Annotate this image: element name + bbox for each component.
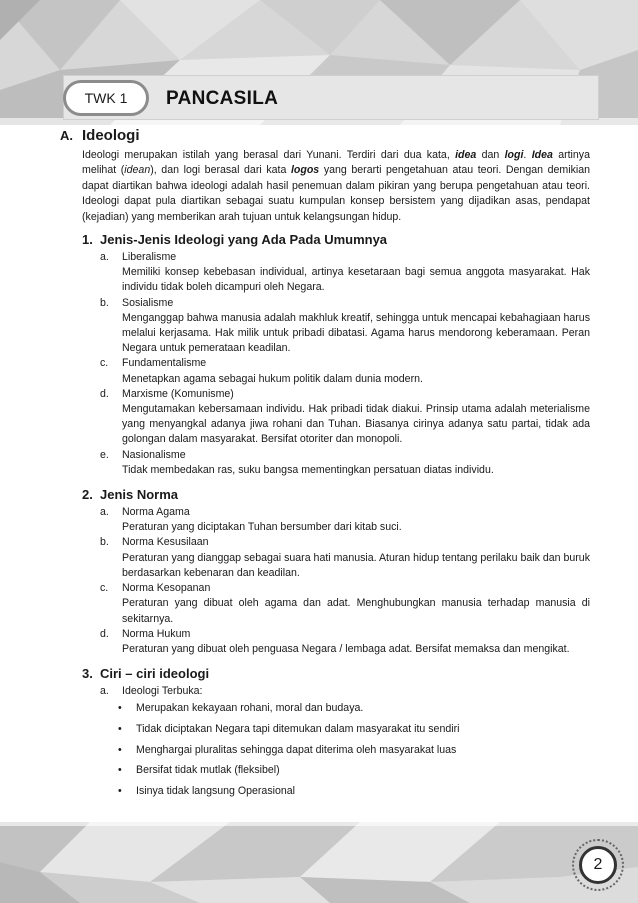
item-name: Fundamentalisme — [122, 357, 207, 370]
list-item — [100, 387, 590, 448]
item-name: Ideologi Terbuka: — [122, 685, 203, 698]
subsection-number: 2. — [82, 487, 93, 503]
list-marker: d. — [100, 387, 109, 400]
geometric-footer-background — [0, 822, 638, 903]
item-description: Tidak membedakan ras, suku bangsa mementingkan persatuan diatas individu. — [122, 463, 494, 476]
subsection-title: Jenis Norma — [100, 487, 179, 503]
item-description: Peraturan yang dibuat oleh agama dan adat. Menghubungkan manusia terhadap manusia di sekitarnya. — [122, 597, 590, 625]
intro-text: Ideologi merupakan istilah yang berasal dari Yunani. Terdiri dari dua kata, — [82, 149, 456, 161]
intro-text: dan — [476, 149, 505, 161]
bullet-list — [118, 701, 590, 797]
item-name: Nasionalisme — [122, 448, 186, 461]
intro-text: ), dan logi berasal dari kata — [150, 164, 291, 177]
bullet-icon: • — [118, 702, 122, 715]
subsection-number: 3. — [82, 666, 93, 682]
item-name: Liberalisme — [122, 251, 177, 264]
list-marker: c. — [100, 357, 109, 370]
item-description: Mengutamakan kebersamaan individu. Hak pribadi tidak diakui. Prinsip utama adalah meterialisme yang menyangkal adanya jiwa rohani dan Tuhan. Biasanya cirinya adanya satu partai, tidak ada golongan dalam masyarakat. Bersifat otoriter dan monopoli. — [122, 403, 590, 446]
term-logos: logos — [290, 164, 320, 177]
list-marker: a. — [100, 251, 109, 264]
ideology-list — [100, 250, 590, 478]
subsection-heading — [82, 666, 590, 681]
list-item — [100, 535, 590, 581]
list-marker: d. — [100, 627, 109, 640]
page-number: 2 — [579, 846, 617, 884]
list-item — [100, 356, 590, 386]
section-title: Ideologi — [82, 127, 140, 144]
item-description: Peraturan yang dibuat oleh penguasa Negara / lembaga adat. Bersifat memaksa dan mengikat. — [122, 642, 570, 655]
item-name: Norma Kesopanan — [122, 582, 211, 595]
bullet-text: Isinya tidak langsung Operasional — [136, 784, 296, 797]
subsection-title: Ciri – ciri ideologi — [100, 666, 210, 682]
main-content — [60, 127, 590, 804]
norma-list — [100, 505, 590, 657]
bullet-item — [118, 701, 590, 715]
bullet-text: Tidak diciptakan Negara tapi ditemukan dalam masyarakat itu sendiri — [136, 722, 460, 735]
intro-paragraph — [82, 148, 590, 225]
item-description: Peraturan yang dianggap sebagai suara hati manusia. Aturan hidup tentang perilaku baik dan buruk berdasarkan kebenaran dan keadilan. — [122, 551, 590, 579]
bullet-icon: • — [118, 784, 122, 797]
list-marker: a. — [100, 506, 109, 519]
list-marker: b. — [100, 536, 109, 549]
item-name: Marxisme (Komunisme) — [122, 387, 234, 400]
bullet-item — [118, 743, 590, 757]
list-item — [100, 448, 590, 478]
item-name: Norma Agama — [122, 506, 190, 519]
item-description: Peraturan yang diciptakan Tuhan bersumber dari kitab suci. — [122, 521, 402, 534]
bullet-icon: • — [118, 743, 122, 756]
item-description: Menganggap bahwa manusia adalah makhluk kreatif, sehingga untuk mencapai kebahagiaan harus melalui kerjasama. Hak milik untuk pribadi dibatasi. Agama harus mendorong keberamaan. Peran Negara untuk pemerataan keadilan. — [122, 311, 590, 355]
intro-text: yang berarti pengetahuan atau teori. Dengan demikian dapat diartikan bahwa ideologi adalah hasil penemuan dalam pikiran yang berupa pengetahuan atau teori. Ideologi dapat pula diartikan sebagai suatu kumpulan konsep bersistem yang dijadikan asas, pendapat (kejadian) yang memberikan arah tujuan untuk kelangsungan hidup. — [82, 164, 591, 223]
list-item — [100, 684, 590, 699]
bullet-item — [118, 763, 590, 777]
ciri-list — [100, 684, 590, 798]
section-a-heading — [60, 127, 590, 144]
item-name: Norma Kesusilaan — [122, 536, 209, 549]
list-item — [100, 627, 590, 657]
bullet-item — [118, 784, 590, 798]
list-item — [100, 581, 590, 627]
list-marker: a. — [100, 685, 109, 698]
term-logi: logi — [504, 149, 524, 161]
subsection-title: Jenis-Jenis Ideologi yang Ada Pada Umumnya — [100, 232, 388, 248]
item-name: Norma Hukum — [122, 627, 191, 640]
subsection-heading — [82, 232, 590, 247]
bullet-item — [118, 722, 590, 736]
page-title: PANCASILA — [166, 88, 279, 109]
bullet-text: Bersifat tidak mutlak (fleksibel) — [136, 764, 280, 777]
list-marker: e. — [100, 448, 109, 461]
bullet-icon: • — [118, 722, 122, 735]
list-item — [100, 296, 590, 357]
intro-text: . — [523, 149, 532, 161]
bullet-text: Menghargai pluralitas sehingga dapat diterima oleh masyarakat luas — [136, 743, 457, 756]
term-idea: idea — [455, 149, 477, 161]
section-letter: A. — [60, 128, 73, 143]
item-name: Sosialisme — [122, 296, 174, 309]
list-item — [100, 505, 590, 535]
subsection-number: 1. — [82, 232, 93, 248]
term-idea: Idea — [531, 149, 553, 161]
term-idean: idean — [124, 164, 151, 177]
chapter-tab: TWK 1 — [63, 80, 149, 116]
list-marker: b. — [100, 296, 109, 309]
bullet-text: Merupakan kekayaan rohani, moral dan budaya. — [136, 702, 364, 715]
item-description: Memiliki konsep kebebasan individual, artinya kesetaraan bagi semua anggota masyarakat. Hak individu tidak boleh dicampuri oleh Negara. — [122, 266, 590, 294]
subsection-heading — [82, 487, 590, 502]
bullet-icon: • — [118, 764, 122, 777]
intro-text: artinya melihat ( — [82, 149, 590, 177]
list-marker: c. — [100, 582, 109, 595]
item-description: Menetapkan agama sebagai hukum politik dalam dunia modern. — [122, 372, 423, 385]
list-item — [100, 250, 590, 296]
